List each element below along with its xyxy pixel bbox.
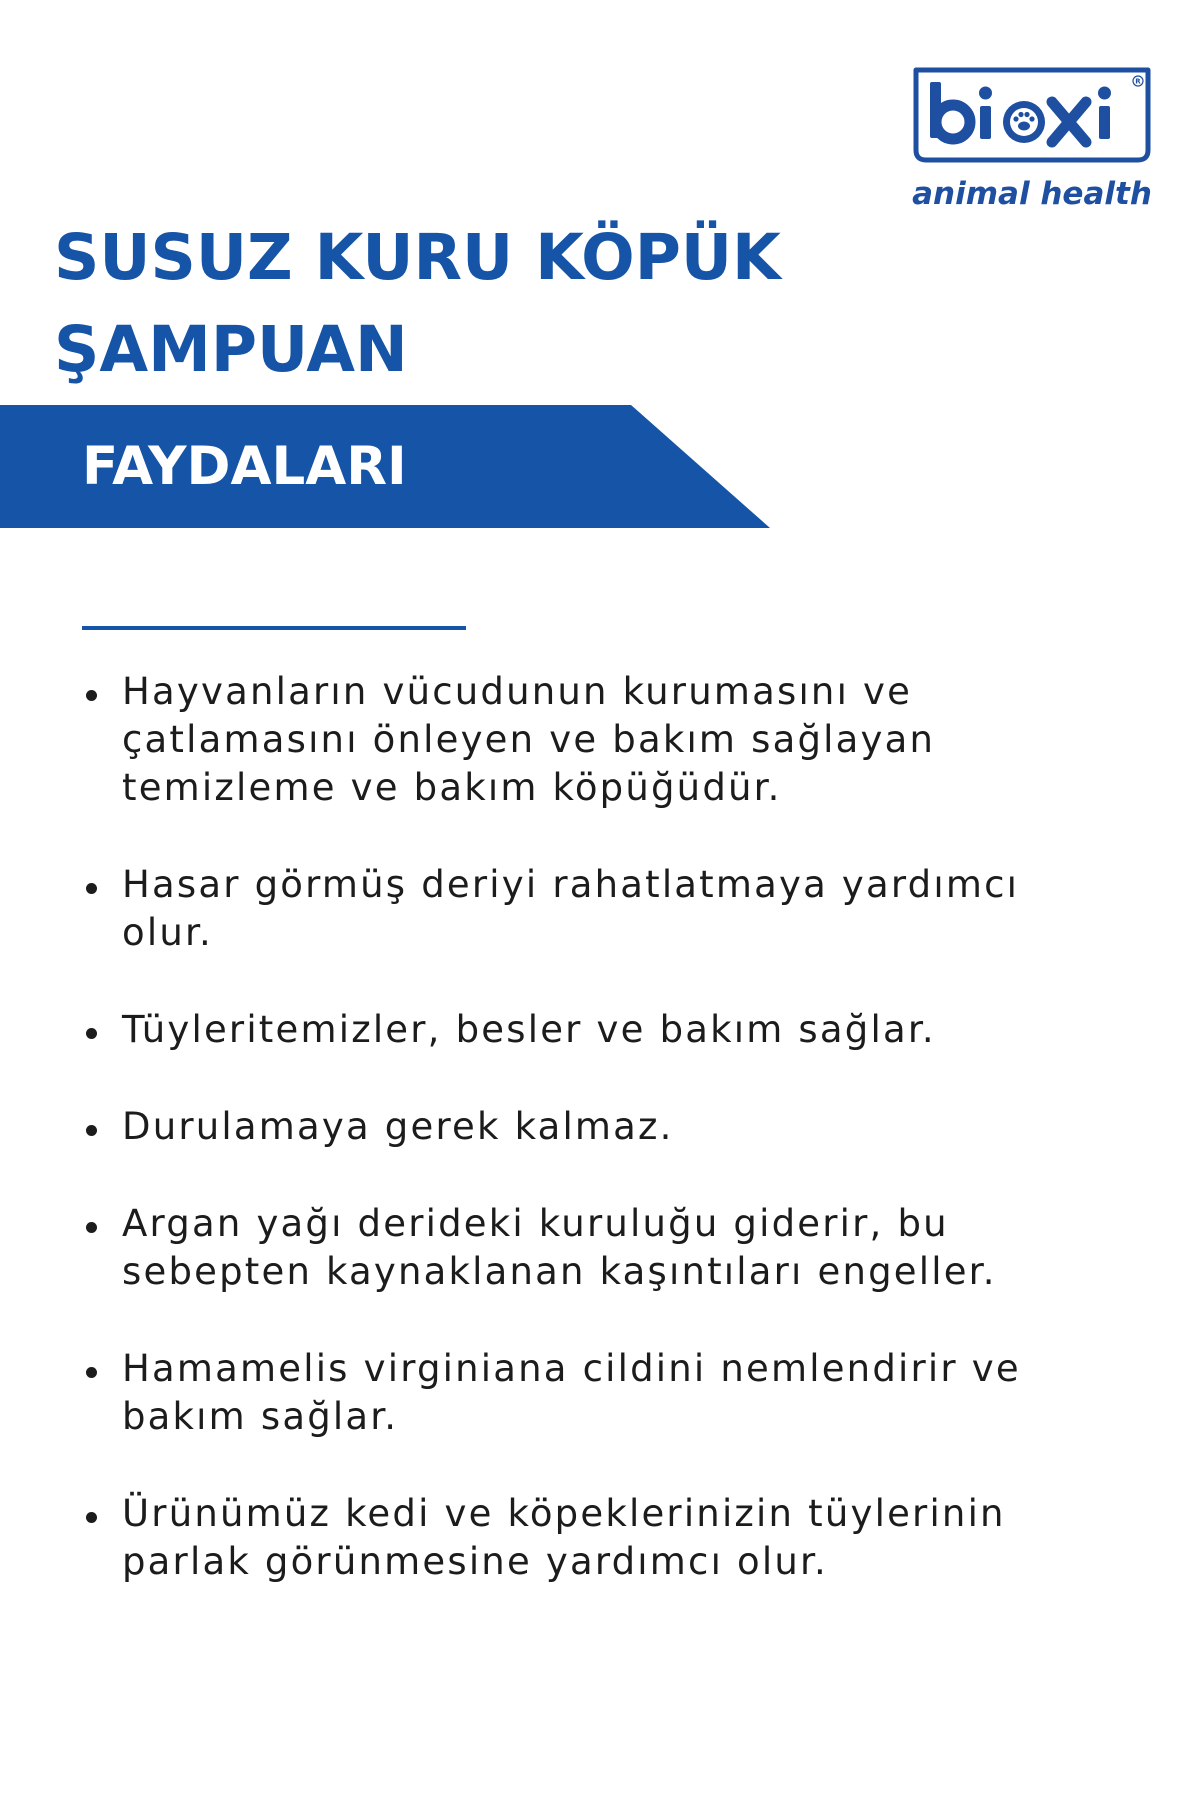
benefits-list	[84, 668, 1084, 1635]
bullet-icon	[86, 1125, 97, 1136]
bullet-icon	[86, 883, 97, 894]
list-item-text: Argan yağı derideki kuruluğu giderir, bu sebepten kaynaklanan kaşıntıları engeller.	[122, 1202, 997, 1293]
logo-tagline: animal health	[912, 176, 1152, 212]
list-item	[84, 668, 1084, 812]
page-title-line-1: SUSUZ KURU KÖPÜK	[54, 221, 781, 294]
bioxi-logo	[906, 64, 1158, 214]
bullet-icon	[86, 1367, 97, 1378]
list-item	[84, 1200, 1084, 1296]
bullet-icon	[86, 1222, 97, 1233]
list-item	[84, 1006, 1084, 1054]
list-item-text: Ürünümüz kedi ve köpeklerinizin tüylerinin parlak görünmesine yardımcı olur.	[122, 1492, 1006, 1583]
list-item-text: Hayvanların vücudunun kurumasını ve çatlamasını önleyen ve bakım sağlayan temizleme ve bakım köpüğüdür.	[122, 670, 936, 809]
list-item-text: Hamamelis virginiana cildini nemlendirir ve bakım sağlar.	[122, 1347, 1021, 1438]
list-item	[84, 861, 1084, 957]
section-heading: FAYDALARI	[82, 436, 407, 497]
bullet-icon	[86, 690, 97, 701]
bullet-icon	[86, 1028, 97, 1039]
svg-text:R: R	[1135, 77, 1141, 86]
bullet-icon	[86, 1512, 97, 1523]
list-item-text: Hasar görmüş deriyi rahatlatmaya yardımcı olur.	[122, 863, 1020, 954]
divider-line	[82, 626, 466, 630]
page-title	[54, 212, 814, 396]
section-banner	[0, 405, 770, 528]
list-item	[84, 1345, 1084, 1441]
list-item-text: Tüyleritemizler, besler ve bakım sağlar.	[122, 1008, 936, 1051]
page-title-line-2: ŞAMPUAN	[54, 313, 408, 386]
list-item	[84, 1490, 1084, 1586]
list-item-text: Durulamaya gerek kalmaz.	[122, 1105, 674, 1148]
list-item	[84, 1103, 1084, 1151]
bioxi-logo-mark	[906, 64, 1158, 214]
